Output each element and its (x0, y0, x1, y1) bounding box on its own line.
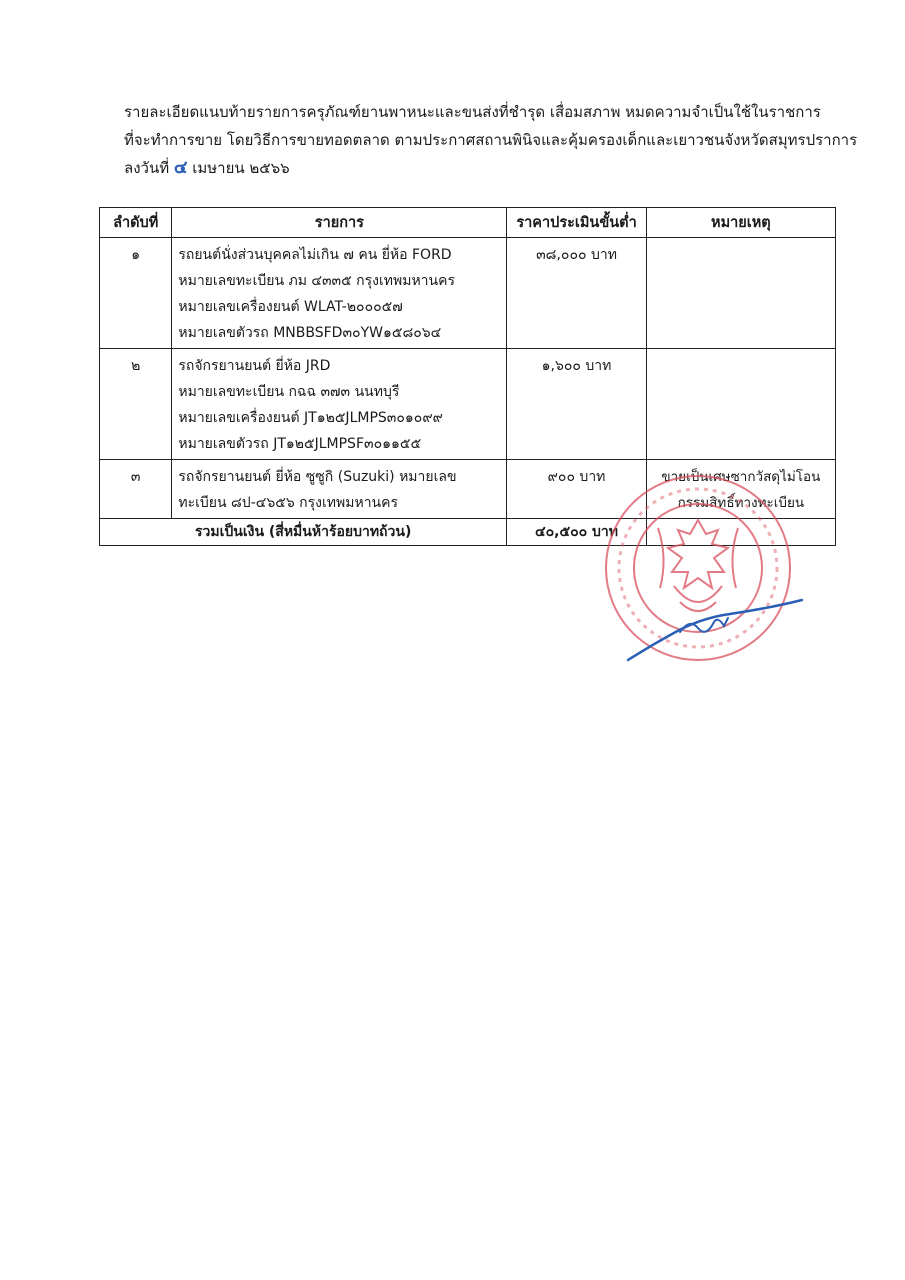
row-note (646, 238, 835, 349)
total-price: ๔๐,๕๐๐ บาท (507, 519, 646, 546)
desc-line: รถจักรยานยนต์ ยี่ห้อ JRD (178, 358, 331, 374)
intro-date-line (124, 154, 824, 182)
desc-line: หมายเลขทะเบียน ภม ๔๓๓๕ กรุงเทพมหานคร (178, 273, 455, 289)
desc-line: หมายเลขทะเบียน กฉฉ ๓๗๓ นนทบุรี (178, 384, 400, 400)
desc-line: รถยนต์นั่งส่วนบุคคลไม่เกิน ๗ คน ยี่ห้อ FORD (178, 247, 452, 263)
header-no: ลำดับที่ (100, 208, 172, 238)
row-desc (172, 460, 507, 519)
date-day-handwritten: ๔ (173, 157, 188, 178)
date-prefix: ลงวันที่ (124, 159, 170, 177)
items-table (99, 207, 836, 546)
date-month-year: เมษายน ๒๕๖๖ (192, 159, 290, 177)
desc-line: ทะเบียน ๘ป-๔๖๕๖ กรุงเทพมหานคร (178, 495, 399, 511)
intro-line-2: ที่จะทำการขาย โดยวิธีการขายทอดตลาด ตามประกาศสถานพินิจและคุ้มครองเด็กและเยาวชนจังหวัดสมุทรปราการ (124, 131, 858, 149)
header-note: หมายเหตุ (646, 208, 835, 238)
document-intro (124, 98, 858, 182)
row-note (646, 460, 835, 519)
row-desc (172, 238, 507, 349)
row-no: ๒ (100, 349, 172, 460)
table-row (100, 238, 836, 349)
total-row (100, 519, 836, 546)
desc-line: หมายเลขเครื่องยนต์ WLAT-๒๐๐๐๕๗ (178, 299, 403, 315)
desc-line: หมายเลขตัวรถ JT๑๒๕JLMPSF๓๐๑๑๕๕ (178, 436, 422, 452)
row-no: ๑ (100, 238, 172, 349)
note-line: ขายเป็นเศษซากวัสดุไม่โอน (661, 469, 821, 485)
desc-line: หมายเลขเครื่องยนต์ JT๑๒๕JLMPS๓๐๑๐๙๙ (178, 410, 443, 426)
signature-scribble (620, 588, 810, 668)
desc-line: รถจักรยานยนต์ ยี่ห้อ ซูซูกิ (Suzuki) หมายเลข (178, 469, 457, 485)
header-item: รายการ (172, 208, 507, 238)
table-header-row (100, 208, 836, 238)
row-price: ๓๘,๐๐๐ บาท (507, 238, 646, 349)
row-note (646, 349, 835, 460)
desc-line: หมายเลขตัวรถ MNBBSFD๓๐YW๑๕๘๐๖๔ (178, 325, 442, 341)
header-price: ราคาประเมินขั้นต่ำ (507, 208, 646, 238)
row-price: ๑,๖๐๐ บาท (507, 349, 646, 460)
total-note (646, 519, 835, 546)
row-price: ๙๐๐ บาท (507, 460, 646, 519)
intro-line-1: รายละเอียดแนบท้ายรายการครุภัณฑ์ยานพาหนะและขนส่งที่ชำรุด เสื่อมสภาพ หมดความจำเป็นใช้ในราชการ (124, 103, 821, 121)
note-line: กรรมสิทธิ์ทางทะเบียน (677, 495, 805, 511)
table-row (100, 460, 836, 519)
row-desc (172, 349, 507, 460)
total-label: รวมเป็นเงิน (สี่หมื่นห้าร้อยบาทถ้วน) (100, 519, 507, 546)
row-no: ๓ (100, 460, 172, 519)
table-row (100, 349, 836, 460)
